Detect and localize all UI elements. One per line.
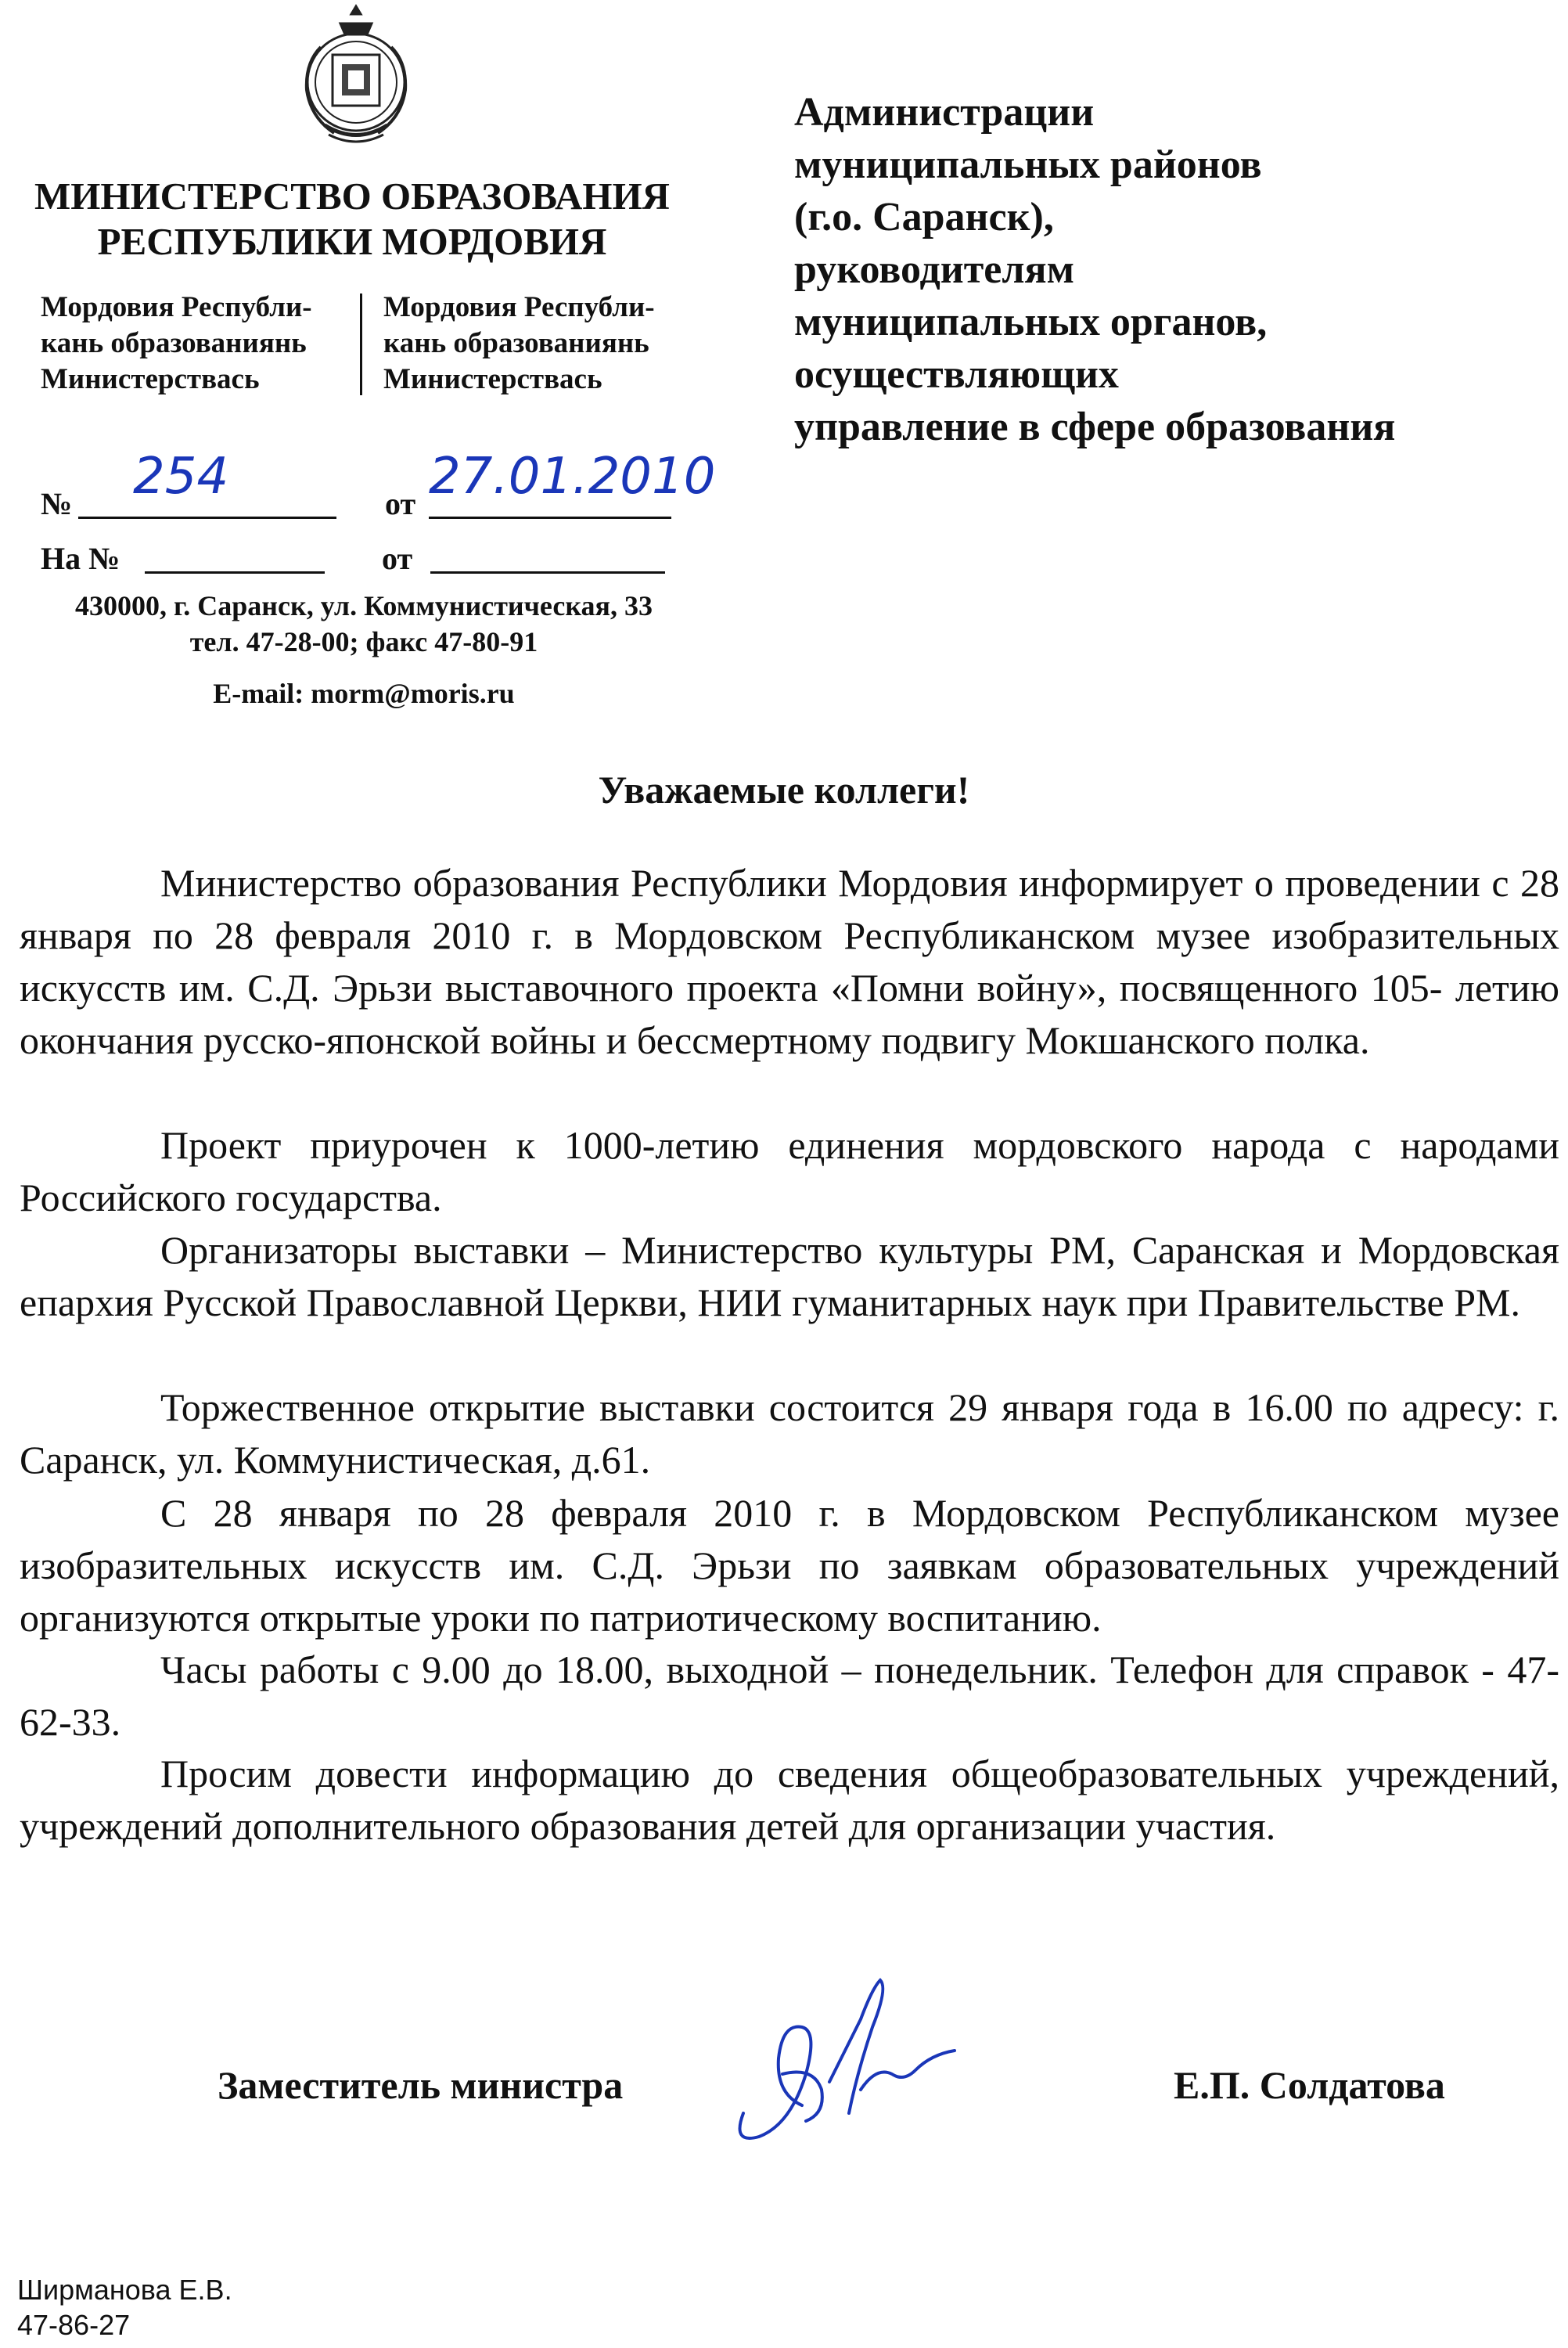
- date-value: 27.01.2010: [429, 448, 716, 506]
- handwritten-signature: [728, 1964, 978, 2168]
- ministry-name-line2: РЕСПУБЛИКИ МОРДОВИЯ: [97, 220, 607, 263]
- date-label: от: [385, 486, 416, 521]
- signatory-title: Заместитель министра: [218, 2063, 624, 2107]
- ministry-subtitle-right: [383, 290, 712, 398]
- signatory-name: Е.П. Солдатова: [1174, 2063, 1445, 2107]
- body-paragraph: Просим довести информацию до сведения общеобразовательных учреждений, учреждений дополнительного образования детей для организации участия.: [20, 1752, 1559, 1848]
- reference-number-label: На №: [41, 541, 120, 576]
- recipient-line: муниципальных районов: [794, 142, 1262, 187]
- subtitle-left-line: Мордовия Республи-: [41, 291, 312, 323]
- salutation: Уважаемые коллеги!: [598, 768, 970, 812]
- phone-fax-text: тел. 47-28-00; факс 47-80-91: [189, 626, 538, 657]
- subtitle-divider: [360, 294, 362, 395]
- email-text: E-mail: morm@moris.ru: [213, 678, 515, 709]
- subtitle-left-line: кань образованиянь: [41, 327, 307, 359]
- number-value: 254: [133, 448, 229, 506]
- recipient-line: руководителям: [794, 247, 1075, 292]
- reference-number-line: [145, 571, 325, 574]
- subtitle-left-line: Министерствась: [41, 363, 260, 395]
- recipient-line: осуществляющих: [794, 352, 1119, 397]
- body-paragraph: С 28 января по 28 февраля 2010 г. в Мордовском Республиканском музее изобразительных искусств им. С.Д. Эрьзи по заявкам образовательных учреждений организуются открытые уроки по патриотическому воспитанию.: [20, 1491, 1559, 1640]
- ministry-subtitle-left: [41, 290, 354, 398]
- recipient-line: (г.о. Саранск),: [794, 195, 1054, 239]
- number-line: [78, 517, 336, 519]
- coat-of-arms-emblem: [278, 0, 434, 157]
- subtitle-right-line: Мордовия Республи-: [383, 291, 655, 323]
- executor-name: Ширманова Е.В.: [17, 2274, 232, 2306]
- subtitle-right-line: Министерствась: [383, 363, 602, 395]
- ministry-name-line1: МИНИСТЕРСТВО ОБРАЗОВАНИЯ: [34, 175, 670, 218]
- reference-date-label: от: [382, 541, 413, 576]
- recipient-line: муниципальных органов,: [794, 300, 1268, 344]
- body-paragraph: Министерство образования Республики Мордовия информирует о проведении с 28 января по 28 февраля 2010 г. в Мордовском Республиканском музее изобразительных искусств им. С.Д. Эрьзи выставочного проекта «Помни войну», посвященного 105- летию окончания русско-японской войны и бессмертному подвигу Мокшанского полка.: [20, 861, 1559, 1062]
- body-paragraph: Организаторы выставки – Министерство культуры РМ, Саранская и Мордовская епархия Русской Православной Церкви, НИИ гуманитарных наук при Правительстве РМ.: [20, 1228, 1559, 1324]
- recipient-line: Администрации: [794, 90, 1095, 135]
- number-label: №: [41, 486, 73, 521]
- executor-phone: 47-86-27: [17, 2309, 131, 2341]
- body-paragraph: Проект приурочен к 1000-летию единения мордовского народа с народами Российского государства.: [20, 1123, 1559, 1219]
- body-paragraph: Часы работы с 9.00 до 18.00, выходной – понедельник. Телефон для справок - 47-62-33.: [20, 1648, 1559, 1744]
- recipient-block: [794, 86, 1553, 453]
- subtitle-right-line: кань образованиянь: [383, 327, 649, 359]
- date-line: [429, 517, 671, 519]
- body-paragraph: Торжественное открытие выставки состоится 29 января года в 16.00 по адресу: г. Саранск, ул. Коммунистическая, д.61.: [20, 1385, 1559, 1482]
- address-text: 430000, г. Саранск, ул. Коммунистическая, 33: [75, 590, 653, 621]
- recipient-line: управление в сфере образования: [794, 405, 1396, 449]
- reference-date-line: [430, 571, 665, 574]
